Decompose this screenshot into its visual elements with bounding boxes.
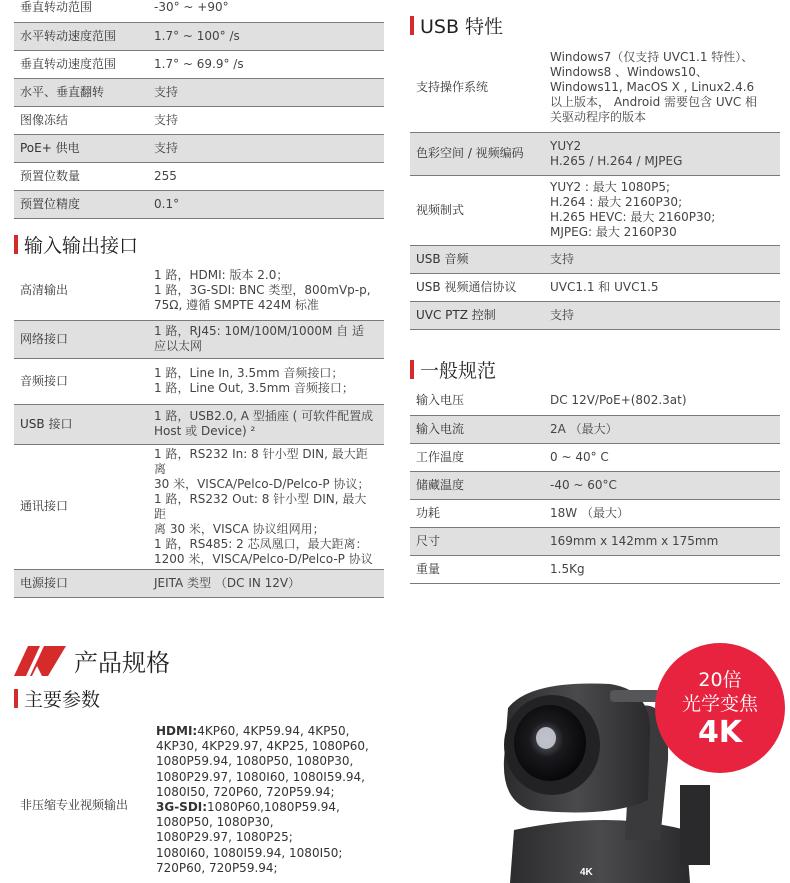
spec-value (148, 0, 384, 22)
spec-key: PoE+ 供电 (14, 134, 148, 162)
hdmi-line: 1080P59.94, 1080P50, 1080P30, (156, 754, 354, 769)
table-row (410, 273, 780, 301)
spec-value-line: H.264 : 最大 2160P30; (550, 195, 683, 209)
general-section-title (410, 356, 496, 383)
hdmi-line: 1080I50, 720P60, 720P59.94; (156, 784, 335, 799)
spec-value (544, 44, 780, 132)
spec-key: 输入电流 (410, 415, 544, 443)
table-row (14, 22, 384, 50)
spec-value (148, 50, 384, 78)
spec-value-line: 30 米，VISCA/Pelco-D/Pelco-P 协议； (154, 476, 370, 491)
spec-key: USB 视频通信协议 (410, 273, 544, 301)
spec-value-line: 1200 米，VISCA/Pelco-D/Pelco-P 协议 (154, 551, 373, 566)
spec-value-line: JEITA 类型 （DC IN 12V） (154, 575, 301, 590)
spec-value-line: 1.7° ~ 100° /s (154, 28, 240, 43)
spec-key: 水平、垂直翻转 (14, 78, 148, 106)
table-row (14, 444, 384, 569)
table-row (410, 443, 780, 471)
sdi-line: 720P60, 720P59.94; (156, 860, 278, 875)
spec-value (544, 387, 780, 415)
spec-value-line: 1 路，RS232 Out: 8 针小型 DIN, 最大距 (154, 491, 367, 521)
sdi-line: 1080I60, 1080I59.94, 1080I50; (156, 845, 343, 860)
spec-value-line: 1 路，Line Out, 3.5mm 音频接口； (154, 381, 354, 395)
camera-4k-label: 4K (580, 867, 593, 878)
spec-value-line: 支持 (154, 112, 179, 127)
spec-key: 功耗 (410, 499, 544, 527)
table-row (410, 175, 780, 245)
spec-value (544, 443, 780, 471)
spec-value (148, 162, 384, 190)
spec-value-line: 支持 (550, 307, 575, 322)
hdmi-line: 1080P29.97, 1080I60, 1080I59.94, (156, 769, 365, 784)
spec-value-line: 1 路，HDMI: 版本 2.0； (154, 268, 289, 283)
spec-key: 通讯接口 (14, 444, 148, 569)
io-spec-table (14, 262, 384, 598)
hdmi-value: 4KP60, 4KP59.94, 4KP50, (197, 724, 350, 738)
spec-value (544, 555, 780, 583)
spec-value-line: 1 路，RJ45: 10M/100M/1000M 自 适 (154, 324, 364, 338)
table-row (410, 301, 780, 329)
table-row (14, 78, 384, 106)
section-marker (410, 360, 414, 379)
badge-line-2: 光学变焦 (681, 693, 758, 715)
spec-value-line: DC 12V/PoE+(802.3at) (550, 393, 687, 408)
spec-value-line: 0.1° (154, 196, 180, 211)
spec-value-line: -30° ~ +90° (154, 0, 229, 15)
spec-value (544, 132, 780, 175)
spec-value (148, 78, 384, 106)
badge-line-1: 20倍 (698, 669, 742, 691)
table-row (14, 50, 384, 78)
io-section-title (14, 231, 138, 258)
spec-value-line: UVC1.1 和 UVC1.5 (550, 279, 659, 294)
table-row (14, 404, 384, 444)
spec-value-line: 离 30 米，VISCA 协议组网用； (154, 521, 325, 536)
spec-value-line: 关驱动程序的版本 (550, 110, 647, 125)
spec-value-line: 75Ω, 遵循 SMPTE 424M 标准 (154, 298, 319, 313)
sdi-value: 1080P60,1080P59.94, (207, 800, 340, 815)
spec-key: 高清输出 (14, 262, 148, 320)
spec-value-line: 1 路，RS232 In: 8 针小型 DIN, 最大距离 (154, 446, 368, 476)
table-row (14, 134, 384, 162)
table-row (410, 245, 780, 273)
section-marker (410, 16, 414, 35)
sdi-line: 1080P50, 1080P30, (156, 815, 274, 830)
video-output-label: 非压缩专业视频输出 (20, 798, 129, 812)
camera-top-ridge (610, 690, 660, 702)
spec-value-line: 以上版本， Android 需要包含 UVC 相 (550, 95, 758, 110)
spec-value-line: Host 或 Device) ² (154, 424, 256, 438)
hdmi-label: HDMI: (156, 724, 198, 738)
spec-value (148, 22, 384, 50)
spec-key: 网络接口 (14, 320, 148, 358)
spec-value-line: 支持 (154, 84, 179, 99)
sdi-label: 3G-SDI: (156, 800, 208, 815)
brand-logo-icon (14, 646, 66, 676)
section-marker (14, 235, 18, 254)
table-row (14, 358, 384, 404)
table-row (410, 555, 780, 583)
spec-value-line: 0 ~ 40° C (550, 449, 609, 464)
table-row (14, 0, 384, 22)
spec-key: 尺寸 (410, 527, 544, 555)
spec-value (544, 415, 780, 443)
spec-value-line: YUY2 : 最大 1080P5; (550, 180, 671, 194)
video-output-values (156, 724, 369, 876)
spec-key: 支持操作系统 (410, 44, 544, 132)
spec-key: 音频接口 (14, 358, 148, 404)
lens-highlight (536, 727, 556, 749)
product-spec-header (14, 643, 170, 678)
spec-value (544, 471, 780, 499)
spec-key: 垂直转动速度范围 (14, 50, 148, 78)
spec-value-line: Windows7（仅支持 UVC1.1 特性）、 (550, 50, 754, 65)
sdi-line: 1080P29.97, 1080P25; (156, 830, 293, 845)
spec-value-line: 255 (154, 168, 177, 183)
spec-key: 重量 (410, 555, 544, 583)
spec-key: 储藏温度 (410, 471, 544, 499)
spec-value (148, 262, 384, 320)
spec-key: UVC PTZ 控制 (410, 301, 544, 329)
spec-key: 预置位数量 (14, 162, 148, 190)
spec-key: 色彩空间 / 视频编码 (410, 132, 544, 175)
table-row (14, 262, 384, 320)
spec-key: 预置位精度 (14, 190, 148, 218)
usb-spec-table (410, 44, 780, 330)
table-row (14, 106, 384, 134)
usb-spec-body (410, 44, 780, 329)
table-row (410, 527, 780, 555)
table-row (14, 569, 384, 597)
spec-key: 视频制式 (410, 175, 544, 245)
spec-value-line: 1.5Kg (550, 561, 585, 576)
table-row (14, 162, 384, 190)
general-title-text: 一般规范 (420, 360, 497, 382)
spec-key: USB 接口 (14, 404, 148, 444)
spec-value (544, 499, 780, 527)
spec-value-line: 2A （最大） (550, 421, 618, 436)
table-row (410, 44, 780, 132)
camera-base (510, 820, 690, 883)
spec-value-line: 1 路，USB2.0, A 型插座 ( 可软件配置成 (154, 409, 374, 423)
spec-key: 输入电压 (410, 387, 544, 415)
spec-value-line: Windows8 、Windows10、 (550, 65, 708, 80)
badge-line-3: 4K (697, 715, 743, 750)
spec-value-line: 支持 (154, 140, 179, 155)
main-params-title (14, 685, 100, 712)
table-row (14, 320, 384, 358)
hdmi-line (156, 724, 369, 739)
spec-value (148, 444, 384, 569)
hdmi-line: 4KP30, 4KP29.97, 4KP25, 1080P60, (156, 739, 369, 754)
spec-value (544, 527, 780, 555)
spec-value-line: 1 路，Line In, 3.5mm 音频接口； (154, 366, 344, 380)
usb-section-title (410, 12, 503, 39)
spec-value (544, 175, 780, 245)
spec-value-line: 1.7° ~ 69.9° /s (154, 56, 244, 71)
spec-value (148, 569, 384, 597)
ptz-spec-body (14, 0, 384, 218)
spec-value (544, 273, 780, 301)
spec-value-line: 18W （最大） (550, 505, 629, 520)
spec-value (148, 190, 384, 218)
table-row (410, 415, 780, 443)
section-marker (14, 689, 18, 708)
spec-value-line: Windows11, MacOS X , Linux2.4.6 (550, 80, 755, 95)
table-row (410, 499, 780, 527)
spec-value-line: H.265 HEVC: 最大 2160P30; (550, 210, 716, 224)
spec-value-line: YUY2 (550, 138, 582, 153)
spec-key: 电源接口 (14, 569, 148, 597)
spec-value-line: MJPEG: 最大 2160P30 (550, 225, 677, 239)
spec-value (148, 134, 384, 162)
spec-key: 图像冻结 (14, 106, 148, 134)
spec-value (148, 404, 384, 444)
spec-key: USB 音频 (410, 245, 544, 273)
spec-value (544, 301, 780, 329)
spec-value-line: H.265 / H.264 / MJPEG (550, 153, 683, 168)
spec-value-line: 应以太网 (154, 339, 203, 353)
spec-value-line: 1 路，3G-SDI: BNC 类型，800mVp-p, (154, 283, 371, 298)
spec-value-line: 支持 (550, 251, 575, 266)
io-title-text: 输入输出接口 (24, 235, 139, 257)
product-spec-title: 产品规格 (74, 649, 170, 677)
spec-value-line: 169mm x 142mm x 175mm (550, 533, 719, 548)
table-row (410, 387, 780, 415)
spec-value (148, 320, 384, 358)
spec-key: 垂直转动范围 (14, 0, 148, 22)
spec-value (544, 245, 780, 273)
main-params-table (14, 718, 384, 883)
general-spec-table (410, 387, 780, 584)
spec-value (148, 106, 384, 134)
spec-value-line: -40 ~ 60°C (550, 477, 617, 492)
spec-key: 工作温度 (410, 443, 544, 471)
sdi-line (156, 800, 369, 815)
spec-value (148, 358, 384, 404)
spec-key: 水平转动速度范围 (14, 22, 148, 50)
table-row (14, 190, 384, 218)
ptz-spec-table (14, 0, 384, 219)
camera-side-block (680, 785, 710, 865)
spec-value-line: 1 路，RS485: 2 芯凤凰口，最大距离： (154, 536, 368, 551)
table-row (410, 132, 780, 175)
io-spec-body (14, 262, 384, 597)
main-params-text: 主要参数 (24, 689, 101, 711)
zoom-badge (655, 643, 785, 773)
table-row (410, 471, 780, 499)
usb-title-text: USB 特性 (420, 16, 504, 38)
general-spec-body (410, 387, 780, 583)
